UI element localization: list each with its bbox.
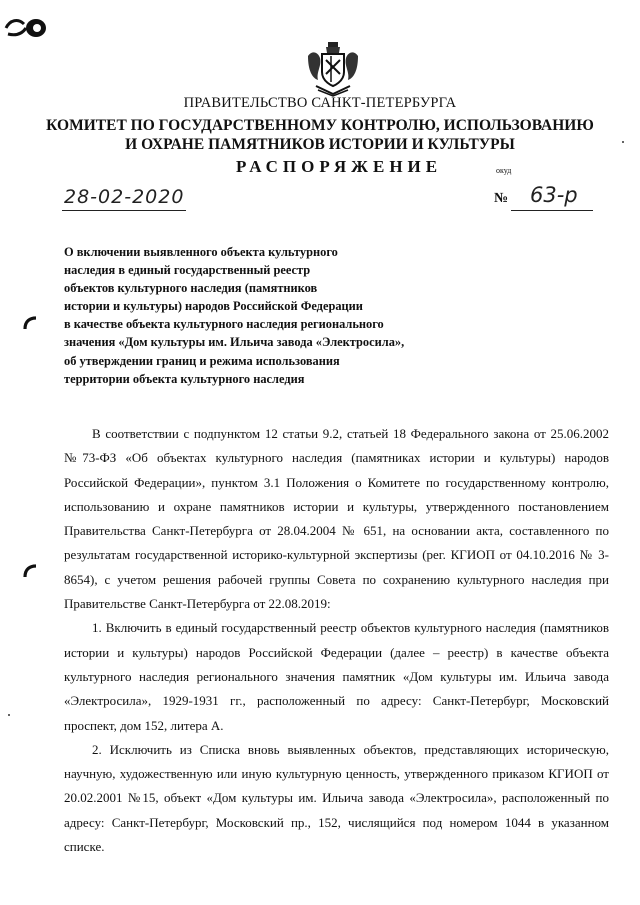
scan-mark-icon <box>4 14 50 40</box>
number-sign: № <box>494 191 509 206</box>
government-title: ПРАВИТЕЛЬСТВО САНКТ-ПЕТЕРБУРГА <box>183 95 457 111</box>
subject-line: наследия в единый государственный реестр <box>64 263 311 278</box>
clause-2-paragraph: 2. Исключить из Списка вновь выявленных объектов, представляющих историческую, научную, художественную или иную культурную ценность, утвержденного приказом КГИОП от 20.02.2001 №15, объект «Дом культуры им. Ильича завода «Электросила», расположенный по адресу: Санкт-Петербург, Московский пр., 152, числящийся под номером 1044 в указанном списке. <box>64 741 609 855</box>
margin-mark-icon <box>22 563 38 579</box>
number-underline <box>511 210 593 211</box>
subject-line: объектов культурного наследия (памятников <box>64 281 318 296</box>
margin-mark-icon <box>22 315 38 331</box>
subject-block <box>64 243 464 388</box>
committee-title <box>0 116 640 154</box>
subject-line: значения «Дом культуры им. Ильича завода «Электросила», <box>64 335 405 350</box>
subject-line: об утверждении границ и режима использования <box>64 353 340 368</box>
scan-speck <box>8 714 10 716</box>
subject-line: истории и культуры) народов Российской Федерации <box>64 299 363 314</box>
document-body <box>64 422 609 859</box>
coat-of-arms-icon <box>304 38 362 98</box>
subject-line: О включении выявленного объекта культурного <box>64 245 338 259</box>
date-underline <box>62 210 186 211</box>
scan-speck <box>622 141 624 143</box>
okud-label: окуд <box>496 166 512 175</box>
subject-line: территории объекта культурного наследия <box>64 371 305 386</box>
document-type: РАСПОРЯЖЕНИЕ <box>236 157 443 176</box>
preamble-paragraph: В соответствии с подпунктом 12 статьи 9.2, статьей 18 Федерального закона от 25.06.2002 №73-ФЗ «Об объектах культурного наследия (памятниках истории и культуры) народов Российской Федерации», пунктом 3.1 Положения о Комитете по государственному контролю, использованию и охране памятников истории и культуры, утвержденного постановлением Правительства Санкт-Петербурга от 28.04.2004 № 651, на основании акта, составленного по результатам государственной историко-культурной экспертизы (рег. КГИОП от 04.10.2016 № 3-8654), с учетом решения рабочей группы Совета по сохранению культурного наследия при Правительстве Санкт-Петербурга от 22.08.2019: <box>64 426 609 612</box>
handwritten-number: 63-р <box>530 183 578 207</box>
clause-1-paragraph: 1. Включить в единый государственный реестр объектов культурного наследия (памятников истории и культуры) народов Российской Федерации (далее – реестр) в качестве объекта культурного наследия регионального значения памятник «Дом культуры им. Ильича завода «Электросила», 1929-1931 гг., расположенный по адресу: Санкт-Петербург, Московский проспект, дом 152, литера А. <box>64 620 609 733</box>
handwritten-date: 28-02-2020 <box>64 186 185 208</box>
committee-title-line-1: КОМИТЕТ ПО ГОСУДАРСТВЕННОМУ КОНТРОЛЮ, ИСПОЛЬЗОВАНИЮ <box>46 117 594 134</box>
subject-line: в качестве объекта культурного наследия регионального <box>64 317 384 332</box>
committee-title-line-2: И ОХРАНЕ ПАМЯТНИКОВ ИСТОРИИ И КУЛЬТУРЫ <box>125 136 515 153</box>
